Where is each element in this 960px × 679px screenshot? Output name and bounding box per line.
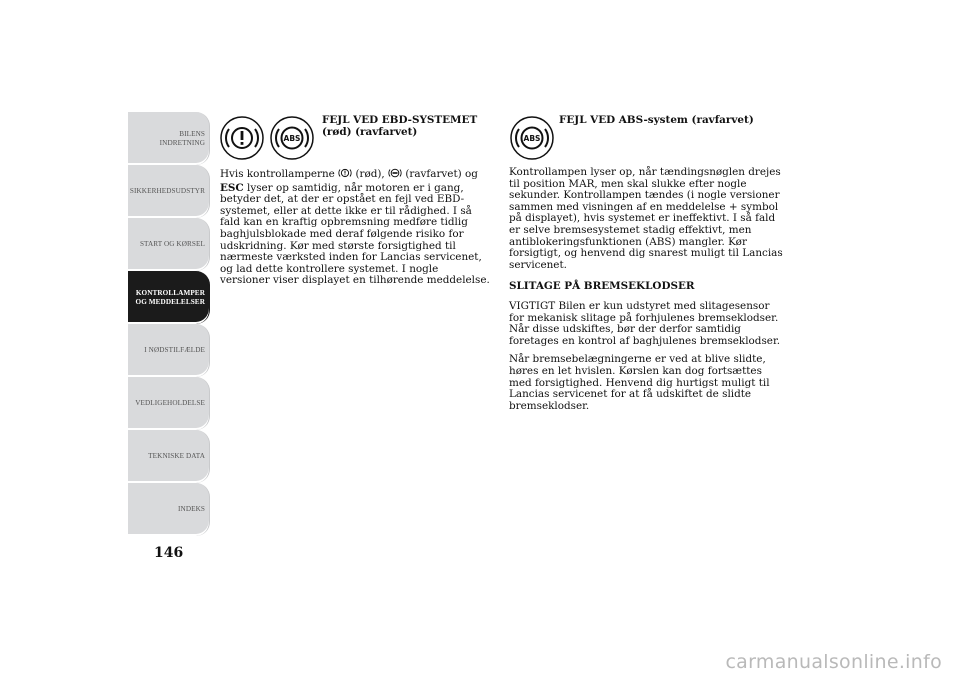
tab-tekniske-data[interactable]: TEKNISKE DATA <box>128 430 210 483</box>
tab-vedligeholdelse[interactable]: VEDLIGEHOLDELSE <box>128 377 210 430</box>
abs-body <box>509 167 783 419</box>
brake-pads-paragraph-1: VIGTIGT Bilen er kun udstyret med slitagesensor for mekanisk slitage på forhjulenes bremseklodser. Når disse udskiftes, bør der derfor samtidig foretages en kontrol af baghjulenes bremseklodser. <box>509 299 781 347</box>
tab-i-nodstilfaelde[interactable]: I NØDSTILFÆLDE <box>128 324 210 377</box>
tab-bilens-indretning[interactable]: BILENS INDRETNING <box>128 112 210 165</box>
ebd-heading: FEJL VED EBD-SYSTEMET (rød) (ravfarvet) <box>322 114 478 138</box>
abs-inline-icon <box>388 167 402 183</box>
svg-text:ABS: ABS <box>523 134 541 143</box>
watermark: carmanualsonline.info <box>725 651 942 673</box>
brake-pads-subheading: SLITAGE PÅ BREMSEKLODSER <box>509 280 695 293</box>
ebd-body: Hvis kontrollamperne (rød), (ravfarvet) og ESC lyser op samtidig, når motoren er i gang, betyder det, at der er opstået en fejl ved EBD-systemet, eller at dette ikke er til rådighed. I så fald kan en kraftig opbremsning medføre tidlig baghjulsblokade med deraf følgende risiko for udskridning. Kør med største forsigtighed til nærmeste værksted inden for Lancias servicenet, og lad dette kontrollere systemet. I nogle versioner viser displayet en tilhørende meddelelse. <box>220 168 490 287</box>
tab-sikkerhedsudstyr[interactable]: SIKKERHEDSUDSTYR <box>128 165 210 218</box>
brake-warning-inline-icon <box>338 167 352 183</box>
abs-paragraph: Kontrollampen lyser op, når tændingsnøglen drejes til position MAR, men skal slukke efter nogle sekunder. Kontrollampen tændes (i nogle versioner sammen med visningen af en meddelelse + symbol på displayet), hvis systemet er ineffektivt. I så fald er selve bremsesystemet stadig effektivt, men antiblokeringsfunktionen (ABS) mangler. Kør forsigtigt, og henvend dig snarest muligt til Lancias servicenet. <box>509 166 783 271</box>
page-number: 146 <box>154 545 184 561</box>
tab-start-og-korsel[interactable]: START OG KØRSEL <box>128 218 210 271</box>
abs-icon <box>270 116 314 164</box>
abs-icon-right <box>510 116 554 164</box>
chapter-sidebar <box>128 112 210 536</box>
brake-warning-icon <box>220 116 264 164</box>
svg-text:ABS: ABS <box>283 134 301 143</box>
brake-pads-paragraph-2: Når bremsebelægningerne er ved at blive slidte, høres en let hvislen. Kørslen kan dog fortsættes med forsigtighed. Henvend dig hurtigst muligt til Lancias servicenet for at få udskiftet de slidte bremseklodser. <box>509 353 770 412</box>
tab-indeks[interactable]: INDEKS <box>128 483 210 536</box>
tab-kontrollamper[interactable]: KONTROLLAMPER OG MEDDELELSER <box>128 271 210 324</box>
abs-heading: FEJL VED ABS-system (ravfarvet) <box>559 114 754 126</box>
